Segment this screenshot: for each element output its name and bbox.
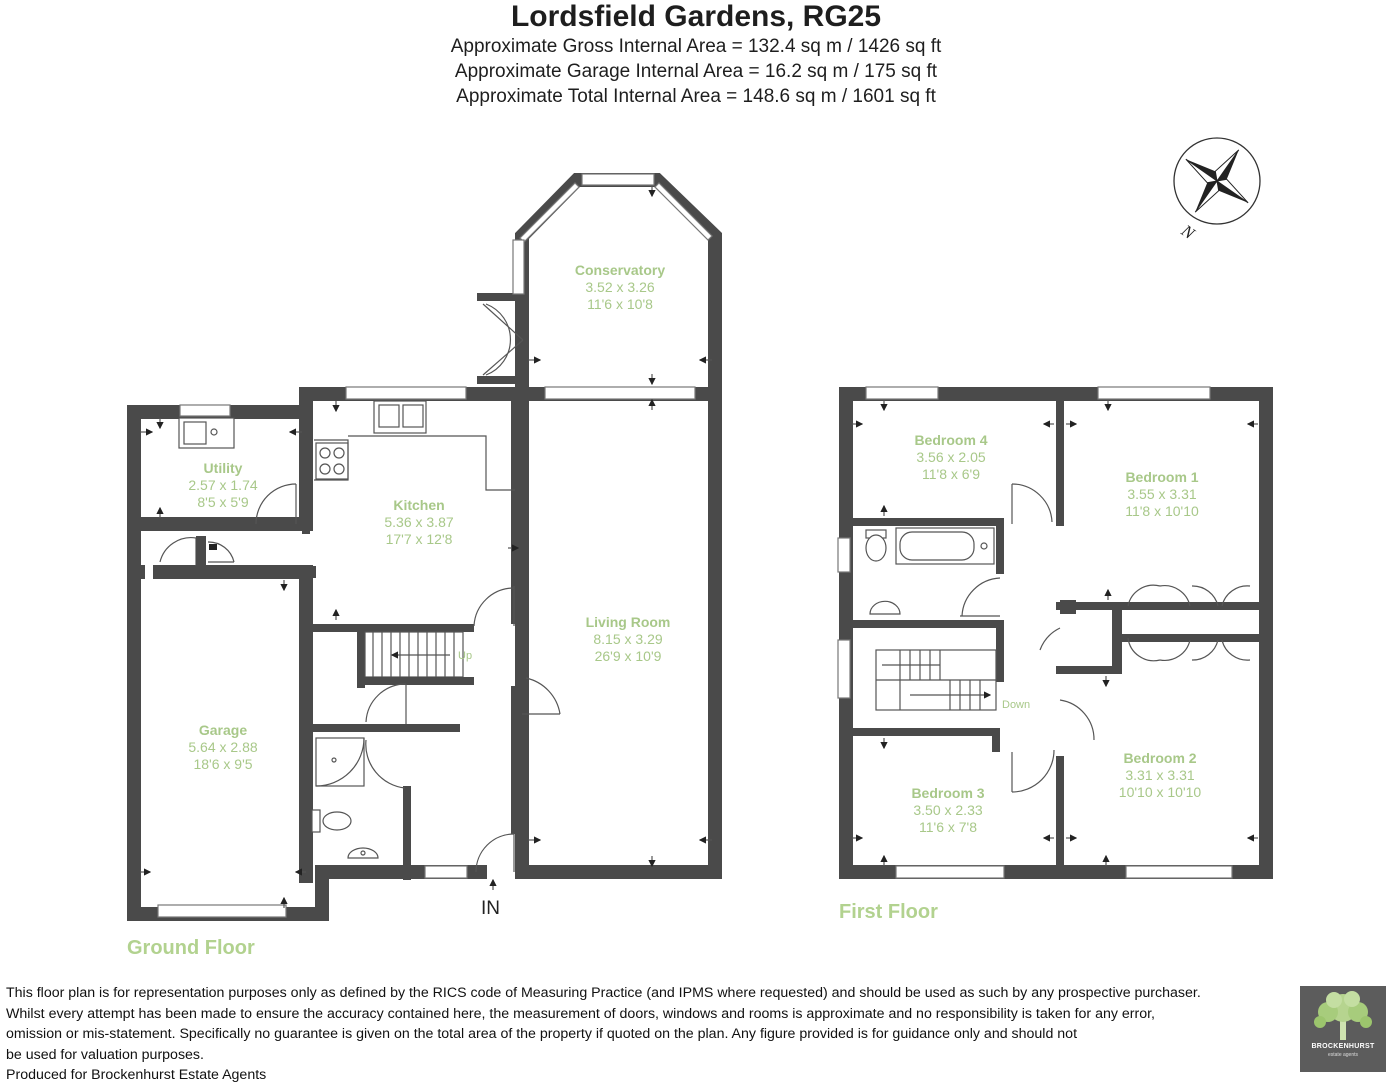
brockenhurst-logo	[1300, 986, 1386, 1072]
utility-imperial: 8'5 x 5'9	[197, 494, 249, 510]
bedroom-4-imperial: 11'8 x 6'9	[921, 466, 981, 482]
conservatory-name: Conservatory	[574, 262, 666, 278]
bedroom-3-imperial: 11'6 x 7'8	[918, 819, 978, 835]
compass-rose-icon	[1164, 128, 1270, 244]
kitchen-imperial: 17'7 x 12'8	[385, 531, 453, 547]
tree-icon	[1300, 986, 1386, 1046]
bedroom-1-metric: 3.55 x 3.31	[1127, 486, 1197, 502]
stairs-up-label: Up	[458, 650, 473, 662]
disclaimer-line: Whilst every attempt has been made to ensure the accuracy contained here, the measurement of doors, windows and rooms is approximate and no responsibility is taken for any error,	[6, 1005, 1155, 1022]
disclaimer	[6, 983, 1291, 1086]
garage-area-line: Approximate Garage Internal Area = 16.2 sq m / 175 sq ft	[454, 61, 938, 82]
disclaimer-line: This floor plan is for representation purposes only as defined by the RICS code of Measuring Practice (and IPMS where requested) and should be used as such by any prospective purchaser.	[6, 985, 1201, 1001]
utility-name: Utility	[203, 460, 243, 476]
garage-imperial: 18'6 x 9'5	[193, 756, 253, 772]
ground-floor-plan	[134, 174, 715, 917]
bedroom-1-name: Bedroom 1	[1125, 469, 1199, 485]
bedroom-2-name: Bedroom 2	[1123, 750, 1197, 766]
bedroom-2-imperial: 10'10 x 10'10	[1118, 784, 1202, 800]
bedroom-2-metric: 3.31 x 3.31	[1125, 767, 1195, 783]
first-floor-label: First Floor	[839, 901, 938, 923]
plan-title: Lordsfield Gardens, RG25	[510, 0, 882, 33]
bedroom-1-imperial: 11'8 x 10'10	[1125, 503, 1199, 519]
disclaimer-line: omission or mis-statement. Specifically no guarantee is given on the total area of the property if quoted on the plan. Any figure provided is for guidance only and should not	[6, 1026, 1078, 1042]
gross-area-line: Approximate Gross Internal Area = 132.4 sq m / 1426 sq ft	[450, 36, 942, 57]
conservatory-metric: 3.52 x 3.26	[585, 279, 655, 295]
living-room-name: Living Room	[585, 614, 671, 630]
logo-name: BROCKENHURST	[1311, 1043, 1375, 1050]
kitchen-name: Kitchen	[393, 497, 445, 513]
bedroom-4-metric: 3.56 x 2.05	[916, 449, 986, 465]
living-room-imperial: 26'9 x 10'9	[594, 648, 662, 664]
total-area-line: Approximate Total Internal Area = 148.6 sq m / 1601 sq ft	[456, 86, 936, 107]
compass-north-label: N	[1177, 220, 1198, 243]
first-floor-plan	[838, 387, 1266, 878]
garage-name: Garage	[198, 722, 248, 738]
utility-metric: 2.57 x 1.74	[188, 477, 258, 493]
entrance-label: IN	[481, 898, 500, 919]
ground-floor-label: Ground Floor	[127, 937, 255, 959]
bedroom-4-name: Bedroom 4	[914, 432, 988, 448]
disclaimer-line: be used for valuation purposes.	[6, 1046, 204, 1063]
kitchen-metric: 5.36 x 3.87	[384, 514, 454, 530]
stairs-down-label: Down	[1002, 699, 1031, 711]
bedroom-3-name: Bedroom 3	[911, 785, 985, 801]
garage-metric: 5.64 x 2.88	[188, 739, 258, 755]
logo-tagline: estate agents	[1327, 1052, 1359, 1058]
bedroom-3-metric: 3.50 x 2.33	[913, 802, 983, 818]
conservatory-imperial: 11'6 x 10'8	[587, 296, 653, 312]
producer-credit: Produced for Brockenhurst Estate Agents	[6, 1067, 267, 1083]
living-room-metric: 8.15 x 3.29	[593, 631, 663, 647]
